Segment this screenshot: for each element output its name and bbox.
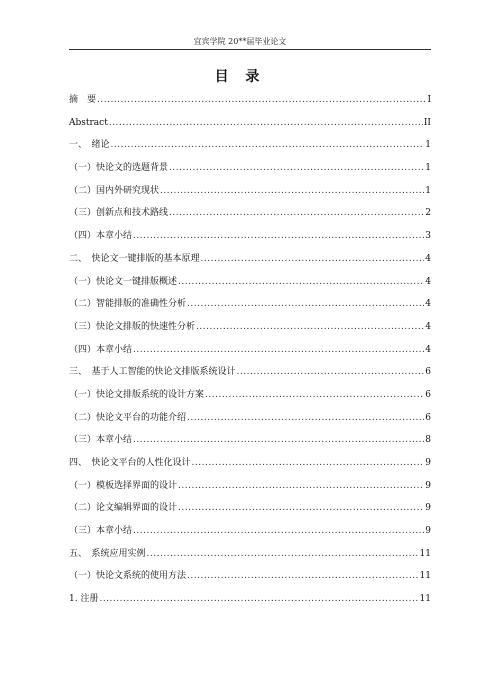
toc-entry-label: 1. 注册	[69, 594, 99, 605]
toc-entry[interactable]	[69, 185, 431, 208]
toc-entry-label: （三）本章小结	[69, 526, 133, 537]
toc-dot-leader	[169, 162, 424, 174]
toc-dot-leader	[109, 117, 423, 129]
toc-entry[interactable]	[69, 548, 431, 571]
toc-entry-label: 四、 快论文平台的人性化设计	[69, 458, 191, 468]
toc-entry[interactable]	[69, 570, 431, 593]
toc-entry-page-number: 9	[425, 503, 431, 514]
running-header: 宜宾学院 20**届毕业论文	[193, 37, 287, 46]
toc-entry-page-number: 9	[425, 480, 431, 491]
toc-entry[interactable]	[69, 321, 431, 344]
toc-dot-leader	[160, 185, 424, 197]
toc-dot-leader	[169, 207, 424, 219]
toc-entry-label: （三）创新点和技术路线	[69, 208, 169, 219]
toc-dot-leader	[133, 525, 424, 537]
toc-title: 目 录	[214, 69, 266, 85]
toc-entry-label: （四）本章小结	[69, 344, 133, 355]
toc-entry[interactable]	[69, 480, 431, 503]
toc-entry-label: （二）论文编辑界面的设计	[69, 503, 178, 514]
toc-dot-leader	[147, 548, 419, 560]
toc-entry-label: （二）快论文平台的功能介绍	[69, 412, 187, 423]
toc-entry-label: （三）快论文排版的快速性分析	[69, 321, 196, 332]
toc-entry[interactable]	[69, 344, 431, 367]
toc-entry-label: （一）快论文一键排版概述	[69, 276, 178, 287]
toc-entry-label: （一）快论文系统的使用方法	[69, 571, 187, 582]
toc-dot-leader	[133, 344, 424, 356]
toc-entry[interactable]	[69, 389, 431, 412]
toc-entry[interactable]	[69, 139, 431, 162]
toc-dot-leader	[133, 434, 424, 446]
toc-entry[interactable]	[69, 162, 431, 185]
toc-entry-page-number: 4	[425, 253, 431, 264]
toc-entry-page-number: 9	[425, 458, 431, 468]
toc-entry-page-number: 4	[425, 276, 431, 287]
toc-entry-label: （二）智能排版的准确性分析	[69, 299, 187, 310]
toc-dot-leader	[192, 457, 425, 469]
toc-dot-leader	[187, 570, 419, 582]
toc-entry[interactable]	[69, 366, 431, 389]
toc-entry-label: 一、 绪论	[69, 140, 110, 151]
toc-entry-page-number: 11	[419, 548, 431, 559]
header-rule	[69, 49, 431, 50]
toc-entry-label: （四）本章小结	[69, 231, 133, 242]
toc-entry-page-number: 8	[425, 435, 431, 446]
toc-entry[interactable]	[69, 276, 431, 299]
toc-entry-label: Abstract	[69, 117, 108, 128]
toc-entry-page-number: 4	[425, 321, 431, 332]
toc-dot-leader	[237, 366, 425, 378]
toc-entry-label: （三）本章小结	[69, 435, 133, 446]
toc-entry-label: （一）快论文排版系统的设计方案	[69, 389, 205, 400]
toc-entry[interactable]	[69, 502, 431, 525]
toc-entry[interactable]	[69, 94, 431, 117]
toc-entry-page-number: 4	[425, 344, 431, 355]
toc-dot-leader	[133, 230, 424, 242]
toc-entry[interactable]	[69, 412, 431, 435]
toc-dot-leader	[178, 502, 424, 514]
toc-entry-page-number: 9	[425, 526, 431, 537]
toc-entry-label: （一）模板选择界面的设计	[69, 480, 178, 491]
toc-entry-page-number: 4	[425, 299, 431, 310]
toc-entry[interactable]	[69, 207, 431, 230]
toc-dot-leader	[187, 412, 424, 424]
toc-entry[interactable]	[69, 117, 431, 140]
toc-dot-leader	[205, 389, 424, 401]
toc-entry[interactable]	[69, 525, 431, 548]
toc-dot-leader	[178, 276, 424, 288]
toc-entry-label: 二、 快论文一键排版的基本原理	[69, 253, 200, 264]
toc-dot-leader	[201, 253, 425, 265]
toc-dot-leader	[97, 94, 426, 106]
toc-dot-leader	[111, 139, 425, 151]
toc-dot-leader	[178, 480, 424, 492]
toc-dot-leader	[196, 321, 424, 333]
toc-dot-leader	[99, 593, 418, 605]
toc-entry-page-number: 3	[425, 231, 431, 242]
toc-entry-page-number: 6	[425, 389, 431, 400]
toc-dot-leader	[187, 298, 424, 310]
toc-entry-label: 五、 系统应用实例	[69, 548, 146, 559]
toc-entry-page-number: 1	[425, 185, 431, 196]
toc-entry-page-number: 2	[425, 208, 431, 219]
toc-entry[interactable]	[69, 253, 431, 276]
toc-entry-page-number: 6	[425, 412, 431, 423]
toc-entry-page-number: 6	[425, 367, 431, 378]
toc-entry-label: （二）国内外研究现状	[69, 185, 160, 196]
toc-entry[interactable]	[69, 593, 431, 616]
toc-entry[interactable]	[69, 230, 431, 253]
toc-entry-page-number: 1	[425, 163, 431, 174]
toc-entry-page-number: II	[423, 117, 431, 128]
toc-entry-page-number: 11	[419, 594, 431, 605]
toc-entry[interactable]	[69, 434, 431, 457]
toc-entry-page-number: 1	[425, 140, 431, 151]
table-of-contents	[69, 94, 431, 616]
toc-entry-page-number: 11	[419, 571, 431, 582]
toc-entry[interactable]	[69, 298, 431, 321]
toc-entry-label: 三、 基于人工智能的快论文排版系统设计	[69, 367, 236, 378]
toc-entry-label: 摘 要	[69, 95, 97, 105]
toc-entry[interactable]	[69, 457, 431, 480]
toc-entry-label: （一）快论文的选题背景	[69, 163, 169, 174]
toc-entry-page-number: I	[427, 95, 431, 105]
